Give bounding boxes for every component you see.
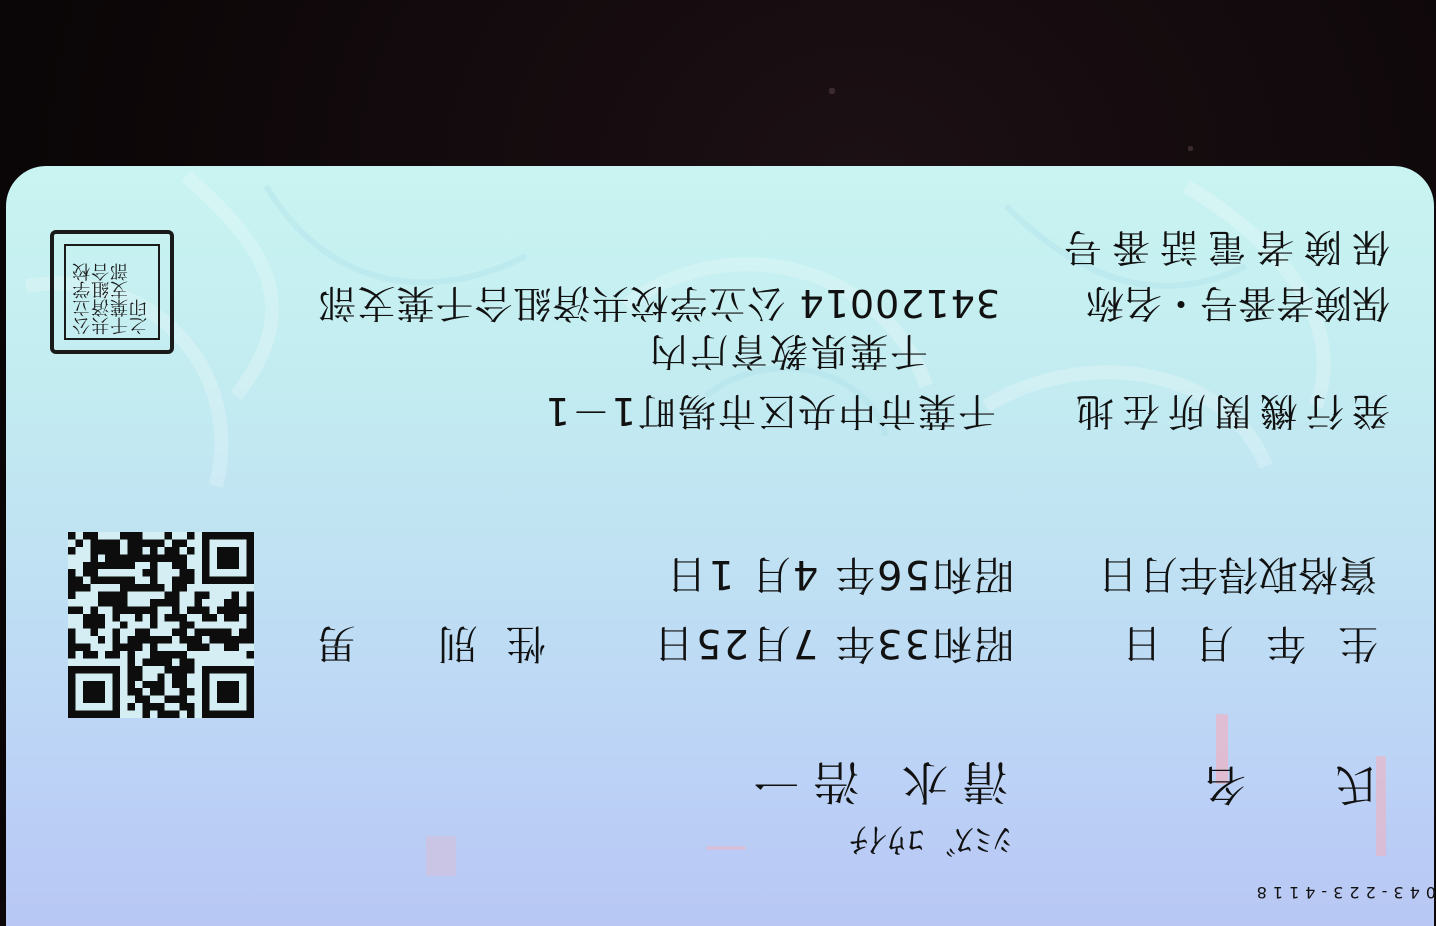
issuer-address-line2: 千葉県教育庁内 [647, 329, 928, 373]
insurer-phone-value: 043-223-4118 [1250, 883, 1436, 902]
seal-text: 公立学校共済組合千葉支部之印 [64, 244, 160, 340]
qr-code [68, 532, 254, 718]
insurer-number-label: 保険者番号・名称 [1085, 281, 1390, 325]
issuer-address-line1: 千葉市中央区市場町1－1 [543, 389, 996, 433]
qualification-date-value: 昭和56年 4月 1日 [664, 551, 1014, 597]
insurer-number-value: 34120014 公立学校共済組合千葉支部 [317, 281, 1000, 325]
qualification-date-label: 資格取得年月日 [1098, 551, 1378, 597]
birthdate-label: 生年月日 [1090, 620, 1378, 666]
name-value: 清水 浩一 [739, 755, 1008, 809]
insurer-phone-label: 保険者電話番号 [1053, 225, 1390, 269]
name-kana: ｼﾐｽﾞ ｺｳｲﾁ [848, 819, 1011, 859]
sex-label: 性別 [410, 620, 546, 666]
name-label: 氏名 [1113, 760, 1378, 809]
issuer-address-label: 発行機関所在地 [1067, 389, 1390, 433]
birthdate-value: 昭和33年 7月25日 [652, 620, 1014, 666]
official-seal [50, 230, 174, 354]
sex-value: 男 [310, 620, 356, 666]
